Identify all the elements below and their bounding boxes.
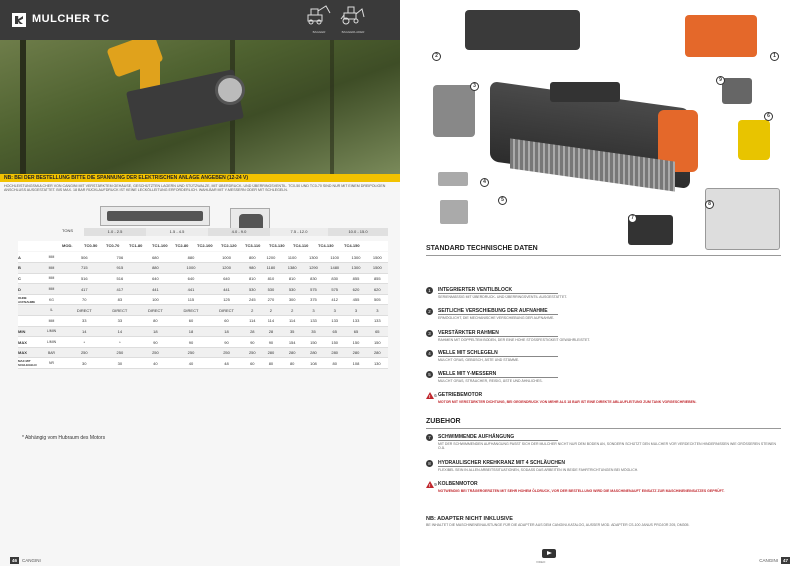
spec-cell: DIRECT xyxy=(67,305,103,316)
spec-cell: 114 xyxy=(282,316,303,327)
spec-cell: 150 xyxy=(345,337,366,348)
item-title: VERSTÄRKTER RAHMEN xyxy=(438,330,499,336)
item-underline xyxy=(438,466,558,467)
spec-cell: 80 xyxy=(324,358,345,369)
spec-cell: 1500 xyxy=(367,263,388,274)
row-label: A xyxy=(18,252,37,263)
adapter-note-desc: BE INHALTET DIE MASCHINENEINAUSTUNGE FÜR DIE ADAPTER AUS DEM CANGINI-KATALOG, AUSSER MOD. ADAPTER CS-100 JANUS PROJOR 205, DM305. xyxy=(426,523,690,527)
spec-cell: 280 xyxy=(260,347,281,358)
spec-cell: 506 xyxy=(67,252,103,263)
backhoe-icon xyxy=(340,3,366,25)
spec-cell: * xyxy=(102,337,138,348)
model-name: TC2-80 xyxy=(175,243,189,248)
spec-cell: 915 xyxy=(102,263,138,274)
spec-cell: 575 xyxy=(303,284,324,295)
spec-cell: 35 xyxy=(282,326,303,337)
row-unit: KG xyxy=(37,294,67,305)
model-name: TC0-50 xyxy=(84,243,98,248)
model-name: TC2-120 xyxy=(221,243,237,248)
spec-cell: 280 xyxy=(282,347,303,358)
spec-cell: 300 xyxy=(282,294,303,305)
row-label: C xyxy=(18,273,37,284)
row-label: MAX xyxy=(18,337,37,348)
detail-image-shift xyxy=(685,15,757,57)
spec-cell: DIRECT xyxy=(173,305,209,316)
item-underline xyxy=(438,314,558,315)
spec-cell: 441 xyxy=(173,284,209,295)
spec-cell: DIRECT xyxy=(138,305,174,316)
page-number: 46 xyxy=(12,558,18,563)
spec-cell: 1300 xyxy=(345,252,366,263)
spec-cell: 516 xyxy=(67,273,103,284)
spec-cell: 1300 xyxy=(345,263,366,274)
row-label: D xyxy=(18,284,37,295)
item-underline xyxy=(438,356,558,357)
page-title: MULCHER TC xyxy=(32,13,110,25)
spec-cell: 810 xyxy=(244,273,260,284)
spec-cell: 250 xyxy=(67,347,103,358)
item-number: 1 xyxy=(426,287,433,294)
spec-cell: 250 xyxy=(209,347,245,358)
model-name: TC4-110 xyxy=(293,243,309,248)
row-unit: /L xyxy=(37,305,67,316)
row-unit: MM xyxy=(37,263,67,274)
item-desc: MULCHT GRAS, STRÄUCHER, REISIG, ÄSTE UND ÄHNLICHES. xyxy=(438,379,543,383)
item-desc: NOTWENDIG BEI TRÄGERGERÄTEN MIT SEHR HOHEM ÖLDRUCK, VOR DER BESTELLUNG WIRD DIE MASCHINENAUFT EINSATZ ZUR MASCHINENEINSATZES GEPRÜFT. xyxy=(438,489,725,493)
model-header-row xyxy=(18,241,388,251)
spec-cell: 3 xyxy=(324,305,345,316)
spec-cell: 1200 xyxy=(209,263,245,274)
model-name: TC3-110 xyxy=(245,243,261,248)
spec-row xyxy=(18,326,388,337)
spec-row xyxy=(18,337,388,348)
item-title: KOLBENMOTOR xyxy=(438,481,478,487)
spec-cell: 980 xyxy=(244,263,260,274)
spec-row xyxy=(18,263,388,274)
spec-row xyxy=(18,273,388,284)
spec-cell: 33 xyxy=(102,316,138,327)
spec-cell: 40 xyxy=(173,358,209,369)
item-desc: MIT DER SCHWIMMENDEN AUFHÄNGUNG PASST SICH DER MULCHER NICHT NUR DEM BODEN AN, SONDERN SCHÜTZT DEN MULCHER VOR VERDECKTEN HINDERNISSEN WIE GRÖSSEREN STEINEN O.Ä. xyxy=(438,442,777,451)
spec-cell: 830 xyxy=(324,273,345,284)
spec-cell: 250 xyxy=(244,347,260,358)
page-number: 47 xyxy=(782,558,788,563)
spec-cell: 800 xyxy=(244,252,260,263)
callout-9: 9 xyxy=(716,76,725,85)
item-title: HYDRAULISCHER KREHKRANZ MIT 4 SCHLÄUCHEN xyxy=(438,460,565,466)
spec-cell: 80 xyxy=(260,358,281,369)
spec-cell: 80 xyxy=(138,316,174,327)
tons-header xyxy=(18,228,388,252)
spec-cell: 154 xyxy=(282,337,303,348)
item-number: 5 xyxy=(426,371,433,378)
spec-cell: 90 xyxy=(244,337,260,348)
page-number-right xyxy=(759,557,790,564)
item-title: GETRIEBEMOTOR xyxy=(438,392,483,398)
detail-image-y-knife xyxy=(440,200,468,224)
spec-cell: 620 xyxy=(367,284,388,295)
item-number: 9 xyxy=(434,482,437,487)
spec-cell: 70 xyxy=(67,294,103,305)
detail-image-piston-motor xyxy=(722,78,752,104)
row-unit: MM xyxy=(37,284,67,295)
spec-cell: 280 xyxy=(324,347,345,358)
spec-cell: 133 xyxy=(345,316,366,327)
spec-cell: 830 xyxy=(303,273,324,284)
row-unit: NR xyxy=(37,358,67,369)
spec-cell: 1290 xyxy=(303,263,324,274)
spec-cell: 1000 xyxy=(173,263,209,274)
spec-cell: 530 xyxy=(260,284,281,295)
spec-cell: 115 xyxy=(173,294,209,305)
spec-table xyxy=(18,252,388,369)
spec-cell: 28 xyxy=(244,326,260,337)
spec-cell: 640 xyxy=(173,273,209,284)
spec-cell: 1300 xyxy=(303,252,324,263)
page-header xyxy=(0,0,400,40)
spec-cell: 530 xyxy=(244,284,260,295)
row-label: MAX MIT SCHLEGELN xyxy=(18,359,37,368)
item-desc: SERIENMÄSSIG MIT ÜBERDRUCK- UND ÜBERRINGSVENTIL AUSGESTATTET. xyxy=(438,295,567,299)
spec-cell: 1180 xyxy=(260,263,281,274)
right-page xyxy=(400,0,800,566)
spec-cell: 18 xyxy=(209,326,245,337)
spec-cell: 640 xyxy=(209,273,245,284)
row-label xyxy=(18,305,37,316)
spec-cell: 715 xyxy=(67,263,103,274)
spec-cell: 1200 xyxy=(260,252,281,263)
standard-section-title: STANDARD TECHNISCHE DATEN xyxy=(426,245,538,252)
spec-cell: 855 xyxy=(367,273,388,284)
spec-cell: 270 xyxy=(260,294,281,305)
spec-cell: 1500 xyxy=(367,252,388,263)
spec-row xyxy=(18,294,388,305)
item-underline xyxy=(438,440,558,441)
spec-cell: 375 xyxy=(303,294,324,305)
section-divider xyxy=(426,255,781,256)
item-number: 4 xyxy=(426,350,433,357)
row-unit: L/MIN xyxy=(37,337,67,348)
ton-group: 10.0 - 15.0 xyxy=(328,228,388,236)
spec-cell: 1000 xyxy=(209,252,245,263)
zubehor-section-title: ZUBEHOR xyxy=(426,418,461,425)
model-name: TC1-100 xyxy=(152,243,168,248)
backhoe-badge xyxy=(340,3,366,34)
spec-cell: DIRECT xyxy=(209,305,245,316)
spec-cell: 28 xyxy=(260,326,281,337)
spec-cell: 1100 xyxy=(324,252,345,263)
item-number: 2 xyxy=(426,308,433,315)
cangini-logo-icon xyxy=(12,13,26,27)
spec-cell: 60 xyxy=(209,316,245,327)
spec-cell: 245 xyxy=(244,294,260,305)
callout-7: 7 xyxy=(628,214,637,223)
video-label: VIDEO xyxy=(536,560,546,564)
spec-cell: 810 xyxy=(260,273,281,284)
spec-cell: 65 xyxy=(345,326,366,337)
spec-cell: * xyxy=(67,337,103,348)
adapter-note-title: NB: ADAPTER NICHT INKLUSIVE xyxy=(426,516,513,522)
item-underline xyxy=(438,336,558,337)
spec-row xyxy=(18,358,388,369)
row-label xyxy=(18,316,37,327)
spec-cell: 65 xyxy=(324,326,345,337)
spec-cell: 80 xyxy=(282,358,303,369)
spec-cell: 250 xyxy=(102,347,138,358)
spec-cell: DIRECT xyxy=(102,305,138,316)
spec-cell: 133 xyxy=(367,316,388,327)
spec-cell: 30 xyxy=(67,358,103,369)
page-number-left xyxy=(10,557,41,564)
row-unit: MM xyxy=(37,252,67,263)
spec-cell: 65 xyxy=(367,326,388,337)
spec-cell: 250 xyxy=(173,347,209,358)
callout-8: 8 xyxy=(705,200,714,209)
spec-row xyxy=(18,305,388,316)
spec-cell: 810 xyxy=(282,273,303,284)
spec-cell: 150 xyxy=(303,337,324,348)
brand-name: CANGINI xyxy=(22,558,41,563)
callout-2: 2 xyxy=(432,52,441,61)
spec-cell: 3 xyxy=(367,305,388,316)
spec-cell: 40 xyxy=(138,358,174,369)
callout-6: 6 xyxy=(764,112,773,121)
spec-cell: 855 xyxy=(345,273,366,284)
item-number: 3 xyxy=(426,330,433,337)
model-name: TC0-70 xyxy=(106,243,120,248)
spec-cell: 640 xyxy=(138,273,174,284)
mulcher-drum xyxy=(215,75,245,105)
spec-cell: 1100 xyxy=(282,252,303,263)
tree-trunk xyxy=(330,40,334,174)
side-view-drawing xyxy=(100,206,210,226)
excavator-badge xyxy=(306,3,332,34)
spec-cell: 18 xyxy=(173,326,209,337)
item-title: SEITLICHE VERSCHIEBUNG DER AUFNAHME xyxy=(438,308,548,314)
spec-cell: 516 xyxy=(102,273,138,284)
spec-cell: 880 xyxy=(173,252,209,263)
section-divider xyxy=(426,428,781,429)
spec-cell: 680 xyxy=(138,252,174,263)
spec-cell: 706 xyxy=(102,252,138,263)
detail-image-frame xyxy=(433,85,475,137)
model-name: TC3-130 xyxy=(269,243,285,248)
row-label: MAX xyxy=(18,347,37,358)
video-play-icon[interactable] xyxy=(542,549,556,558)
callout-4: 4 xyxy=(480,178,489,187)
spec-cell: 133 xyxy=(303,316,324,327)
item-desc: ERMÖGLICHT, DIE MECHANISCHE VERSCHIEBUNG DER AUFNAHME. xyxy=(438,316,555,320)
spec-cell: 14 xyxy=(102,326,138,337)
item-number: 6 xyxy=(434,393,437,398)
footnote: * Abhängig vom Hubraum des Motors xyxy=(22,435,106,441)
spec-cell: 280 xyxy=(367,347,388,358)
spec-cell: 880 xyxy=(138,263,174,274)
spec-cell: 417 xyxy=(102,284,138,295)
item-title: INTEGRIERTER VENTILBLOCK xyxy=(438,287,513,293)
item-title: WELLE MIT Y-MESSERN xyxy=(438,371,497,377)
model-name: TC4-130 xyxy=(318,243,334,248)
item-title: WELLE MIT SCHLEGELN xyxy=(438,350,498,356)
ton-group: 4.0 - 9.0 xyxy=(208,228,270,236)
callout-1: 1 xyxy=(770,52,779,61)
row-unit: MM xyxy=(37,316,67,327)
item-number: 8 xyxy=(426,460,433,467)
spec-cell: 505 xyxy=(367,294,388,305)
spec-cell: 455 xyxy=(345,294,366,305)
spec-cell: 620 xyxy=(345,284,366,295)
detail-image-gear-motor xyxy=(738,120,770,160)
item-title: SCHWIMMENDE AUFHÄNGUNG xyxy=(438,434,515,440)
row-unit: MM xyxy=(37,273,67,284)
item-desc: FLEXIBEL SEIN IN ALLEN ARBEITSSITUATIONEN, SODASS DAS ARBEITEN IN BEIDE FAHRTRICHTUNGEN BEI MÖGLICH. xyxy=(438,468,639,472)
callout-5: 5 xyxy=(498,196,507,205)
model-name: TC1-80 xyxy=(129,243,143,248)
mod-label: MOD. xyxy=(62,243,73,248)
row-label: OHNE AUFNAHME xyxy=(18,295,36,304)
tree-trunk xyxy=(20,40,26,174)
spec-cell: 14 xyxy=(67,326,103,337)
spec-cell: 35 xyxy=(303,326,324,337)
spec-cell: 60 xyxy=(173,316,209,327)
spec-cell: 575 xyxy=(324,284,345,295)
spec-cell: 60 xyxy=(244,358,260,369)
row-unit: L/MIN xyxy=(37,326,67,337)
machine2-label: BAGGERLADER xyxy=(341,30,365,34)
ton-group: 7.5 - 12.0 xyxy=(270,228,328,236)
spec-cell: 114 xyxy=(260,316,281,327)
item-number: 7 xyxy=(426,434,433,441)
ton-group: 1.0 - 2.5 xyxy=(84,228,146,236)
spec-cell: 114 xyxy=(244,316,260,327)
tons-label: TONS xyxy=(62,228,74,233)
spec-cell: 412 xyxy=(324,294,345,305)
item-underline xyxy=(438,293,558,294)
spec-cell: 441 xyxy=(138,284,174,295)
spec-cell: 150 xyxy=(324,337,345,348)
model-name: TC4-150 xyxy=(344,243,360,248)
spec-cell: 100 xyxy=(138,294,174,305)
spec-cell: 1380 xyxy=(282,263,303,274)
row-unit: BAR xyxy=(37,347,67,358)
spec-cell: 2 xyxy=(282,305,303,316)
intro-text: HOCHLEISTUNGSMULCHER VON CANGINI MIT VERSTÄRKTEM GEHÄUSE, GESCHÜTZTEN LAGERN UND STÜTZWALZE, MIT ÜBERDRUCK- UND ÜBERRINGSVENTIL. TC0-50 UND TC0-70 SIND NUR MIT EINEM DREIPOLIGEN ANSCHLUSS AUSGESTATTET. BIS MAX. 18 BAR RÜCKLAUFDRUCK IST KEINE LECKÖLLEITUNG ERFORDERLICH. WAHLBAR MIT Y-MESSERN ODER MIT SCHLEGELN. xyxy=(4,184,386,193)
detail-image-valve-block xyxy=(465,10,580,50)
spec-row xyxy=(18,347,388,358)
spec-cell: 33 xyxy=(67,316,103,327)
excavator-icon xyxy=(306,3,332,25)
spec-cell: 90 xyxy=(209,337,245,348)
mulcher-mount xyxy=(550,82,620,102)
callout-3: 3 xyxy=(470,82,479,91)
detail-image-slewing-ring xyxy=(705,188,780,250)
spec-cell: 1480 xyxy=(324,263,345,274)
spec-cell: 83 xyxy=(102,294,138,305)
spec-cell: 18 xyxy=(138,326,174,337)
spec-cell: 108 xyxy=(303,358,324,369)
model-name: TC2-100 xyxy=(197,243,213,248)
spec-row xyxy=(18,252,388,263)
spec-cell: 417 xyxy=(67,284,103,295)
spec-cell: 90 xyxy=(138,337,174,348)
spec-cell: 2 xyxy=(260,305,281,316)
spec-row xyxy=(18,284,388,295)
spec-cell: 108 xyxy=(345,358,366,369)
spec-cell: 3 xyxy=(345,305,366,316)
brand-name: CANGINI xyxy=(759,558,778,563)
spec-cell: 441 xyxy=(209,284,245,295)
spec-cell: 48 xyxy=(209,358,245,369)
spec-cell: 125 xyxy=(209,294,245,305)
product-photo xyxy=(0,40,400,174)
spec-cell: 133 xyxy=(324,316,345,327)
spec-cell: 130 xyxy=(367,358,388,369)
spec-cell: 90 xyxy=(173,337,209,348)
item-desc: RAHMEN MIT DOPPELTEM BODEN, DER EINE HOHE STOSSFESTIGKEIT GEWÄHRLEISTET. xyxy=(438,338,591,342)
spec-cell: 280 xyxy=(303,347,324,358)
item-desc: MOTOR MIT VERSTÄRKTER DICHTUNG, BEI GEGENDRUCK VON MEHR ALS 18 BAR IST EINE DIREKTE ABLAUFLEITUNG ZUM TANK VORGESCHRIEBEN. xyxy=(438,400,697,404)
item-underline xyxy=(438,377,558,378)
row-label: MIN xyxy=(18,326,37,337)
spec-cell: 2 xyxy=(244,305,260,316)
machine1-label: BAGGER xyxy=(312,30,326,34)
spec-cell: 530 xyxy=(282,284,303,295)
row-label: B xyxy=(18,263,37,274)
spec-cell: 150 xyxy=(367,337,388,348)
spec-cell: 30 xyxy=(102,358,138,369)
item-desc: MULCHT GRAS, GEBÜSCH, ÄSTE UND STÄMME. xyxy=(438,358,520,362)
spec-row xyxy=(18,316,388,327)
spec-cell: 250 xyxy=(138,347,174,358)
ton-group: 1.5 - 4.5 xyxy=(146,228,208,236)
spec-cell: 3 xyxy=(303,305,324,316)
spec-cell: 280 xyxy=(345,347,366,358)
detail-image-flail xyxy=(438,172,468,186)
spec-cell: 90 xyxy=(260,337,281,348)
voltage-note: NB: BEI DER BESTELLUNG BITTE DIE SPANNUNG DER ELEKTRISCHEN ANLAGE ANGEBEN (12-24 V) xyxy=(0,174,400,182)
